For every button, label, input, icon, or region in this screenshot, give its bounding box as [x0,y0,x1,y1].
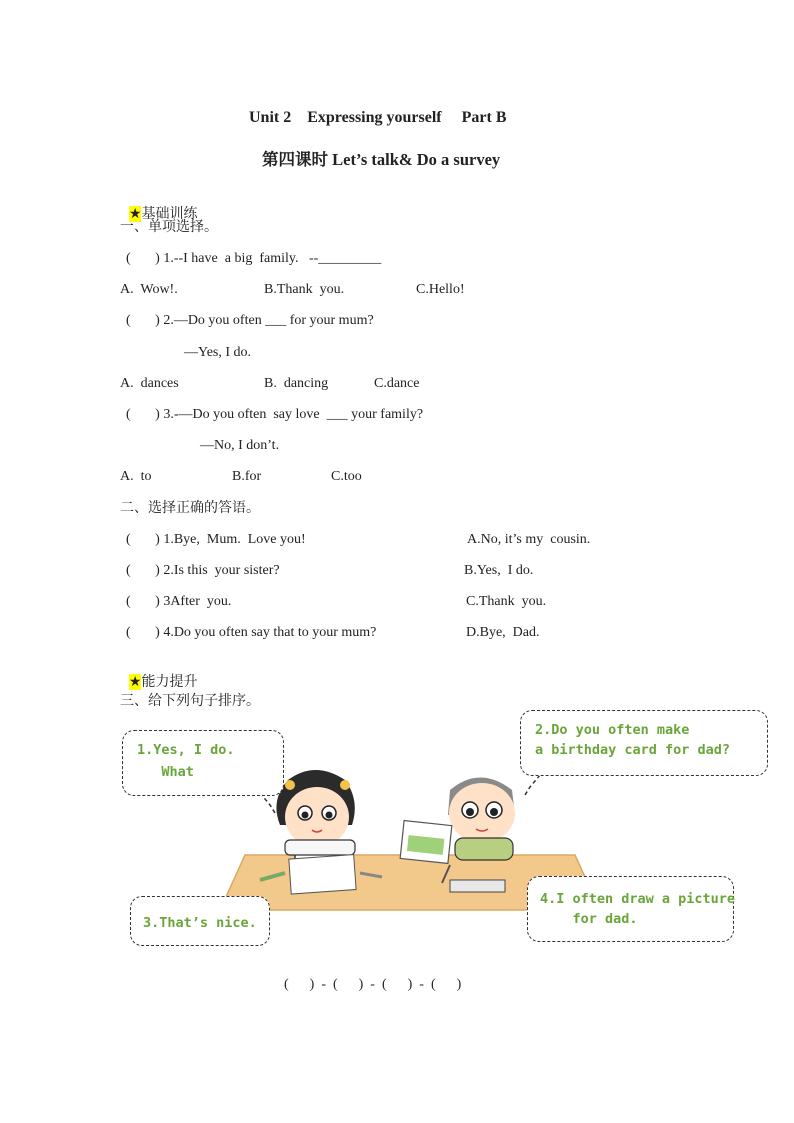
girl-figure [276,770,355,865]
part2-question-3: ( ) 3After you. [126,594,232,609]
q1-option-c: C.Hello! [416,282,465,297]
q3-option-b: B.for [232,469,262,484]
q3-answer: —No, I don’t. [200,438,280,453]
part2-question-4: ( ) 4.Do you often say that to your mum? [126,625,377,640]
q1-option-a: A. Wow!. [120,282,178,297]
q2-answer: —Yes, I do. [184,345,252,360]
section-basic-label: 基础训练 [141,206,198,222]
speech-bubble-1 [122,730,284,796]
q2-stem: ( ) 2.—Do you often ___ for your mum? [126,313,374,328]
part2-answer-a: A.No, it’s my cousin. [467,532,591,547]
part1-heading: 一、单项选择。 [120,219,218,235]
unit-title: Unit 2 Expressing yourself Part B [249,109,507,126]
part2-question-1: ( ) 1.Bye, Mum. Love you! [126,532,306,547]
speech-bubble-3 [130,896,270,946]
q2-option-b: B. dancing [264,376,329,391]
bubble-4-line-2: for dad. [540,911,638,927]
star-icon: ★ [128,206,142,222]
part3-heading: 三、给下列句子排序。 [120,693,260,709]
part2-answer-b: B.Yes, I do. [464,563,534,578]
part2-heading: 二、选择正确的答语。 [120,500,260,516]
part2-answer-c: C.Thank you. [466,594,547,609]
section-ability [120,655,197,691]
bubble-3-line-1: 3.That’s nice. [143,915,257,931]
q3-option-c: C.too [331,469,362,484]
order-answer-line[interactable]: ( ) - ( ) - ( ) - ( ) [284,977,462,992]
bubble-2-line-2: a birthday card for dad? [535,742,731,758]
q3-stem: ( ) 3.-—Do you often say love ___ your family? [126,407,424,422]
q2-option-c: C.dance [374,376,420,391]
speech-bubble-2 [520,710,768,776]
part2-question-2: ( ) 2.Is this your sister? [126,563,280,578]
q2-option-a: A. dances [120,376,179,391]
lesson-subtitle: 第四课时 Let’s talk& Do a survey [262,150,501,169]
speech-bubble-4 [527,876,734,942]
bubble-4-line-1: 4.I often draw a picture [540,891,736,907]
q3-option-a: A. to [120,469,152,484]
q1-stem: ( ) 1.--I have a big family. --_________ [126,251,382,266]
q1-option-b: B.Thank you. [264,282,345,297]
section-ability-label: 能力提升 [141,674,198,690]
bubble-1-line-1: 1.Yes, I do. [137,742,235,758]
bubble-2-line-1: 2.Do you often make [535,722,690,738]
star-icon: ★ [128,674,142,690]
boy-figure [448,778,515,861]
bubble-1-line-2: What [137,764,194,780]
part2-answer-d: D.Bye, Dad. [466,625,540,640]
